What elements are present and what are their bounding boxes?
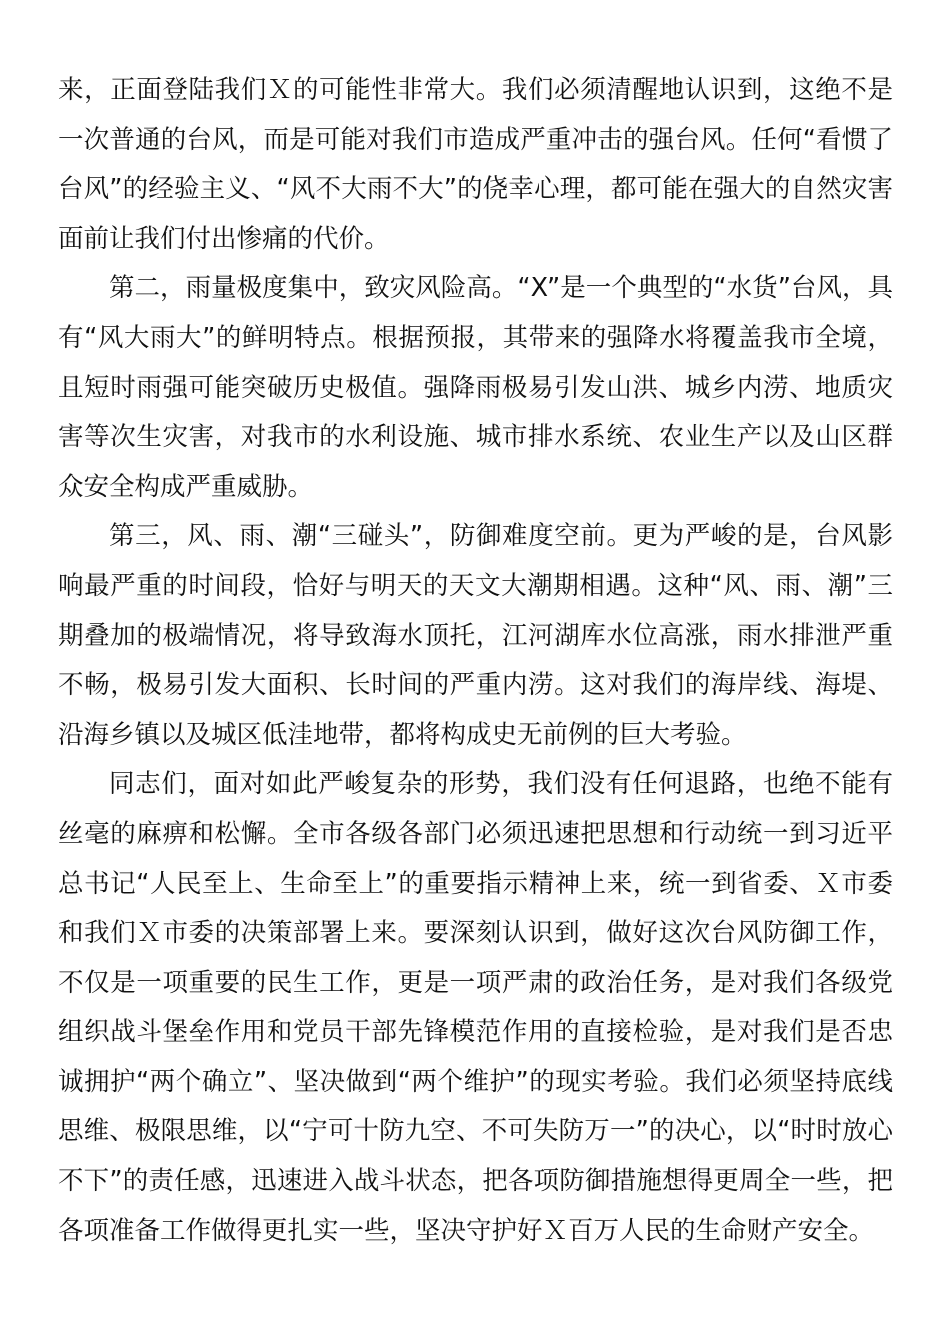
paragraph-second-point: 第二，雨量极度集中，致灾风险高。“X”是一个典型的“水货”台风，具有“风大雨大”的鲜明特点。根据预报，其带来的强降水将覆盖我市全境，且短时雨强可能突破历史极值。强降雨极易引发山洪、城乡内涝、地质灾害等次生灾害，对我市的水利设施、城市排水系统、农业生产以及山区群众安全构成严重威胁。 <box>58 273 893 502</box>
paragraph-third-point: 第三，风、雨、潮“三碰头”，防御难度空前。更为严峻的是，台风影响最严重的时间段，恰好与明天的天文大潮期相遇。这种“风、雨、潮”三期叠加的极端情况，将导致海水顶托，江河湖库水位高涨，雨水排泄严重不畅，极易引发大面积、长时间的严重内涝。这对我们的海岸线、海堤、沿海乡镇以及城区低洼地带，都将构成史无前例的巨大考验。 <box>58 521 893 750</box>
paragraph-comrades-appeal: 同志们，面对如此严峻复杂的形势，我们没有任何退路，也绝不能有丝毫的麻痹和松懈。全市各级各部门必须迅速把思想和行动统一到习近平总书记“人民至上、生命至上”的重要指示精神上来，统一到省委、Ｘ市委和我们Ｘ市委的决策部署上来。要深刻认识到，做好这次台风防御工作，不仅是一项重要的民生工作，更是一项严肃的政治任务，是对我们各级党组织战斗堡垒作用和党员干部先锋模范作用的直接检验，是对我们是否忠诚拥护“两个确立”、坚决做到“两个维护”的现实考验。我们必须坚持底线思维、极限思维，以“宁可十防九空、不可失防万一”的决心，以“时时放心不下”的责任感，迅速进入战斗状态，把各项防御措施想得更周全一些，把各项准备工作做得更扎实一些，坚决守护好Ｘ百万人民的生命财产安全。 <box>58 769 893 1246</box>
document-body <box>58 66 893 1256</box>
paragraph-continued: 来，正面登陆我们Ｘ的可能性非常大。我们必须清醒地认识到，这绝不是一次普通的台风，而是可能对我们市造成严重冲击的强台风。任何“看惯了台风”的经验主义、“风不大雨不大”的侥幸心理，都可能在强大的自然灾害面前让我们付出惨痛的代价。 <box>58 75 893 254</box>
